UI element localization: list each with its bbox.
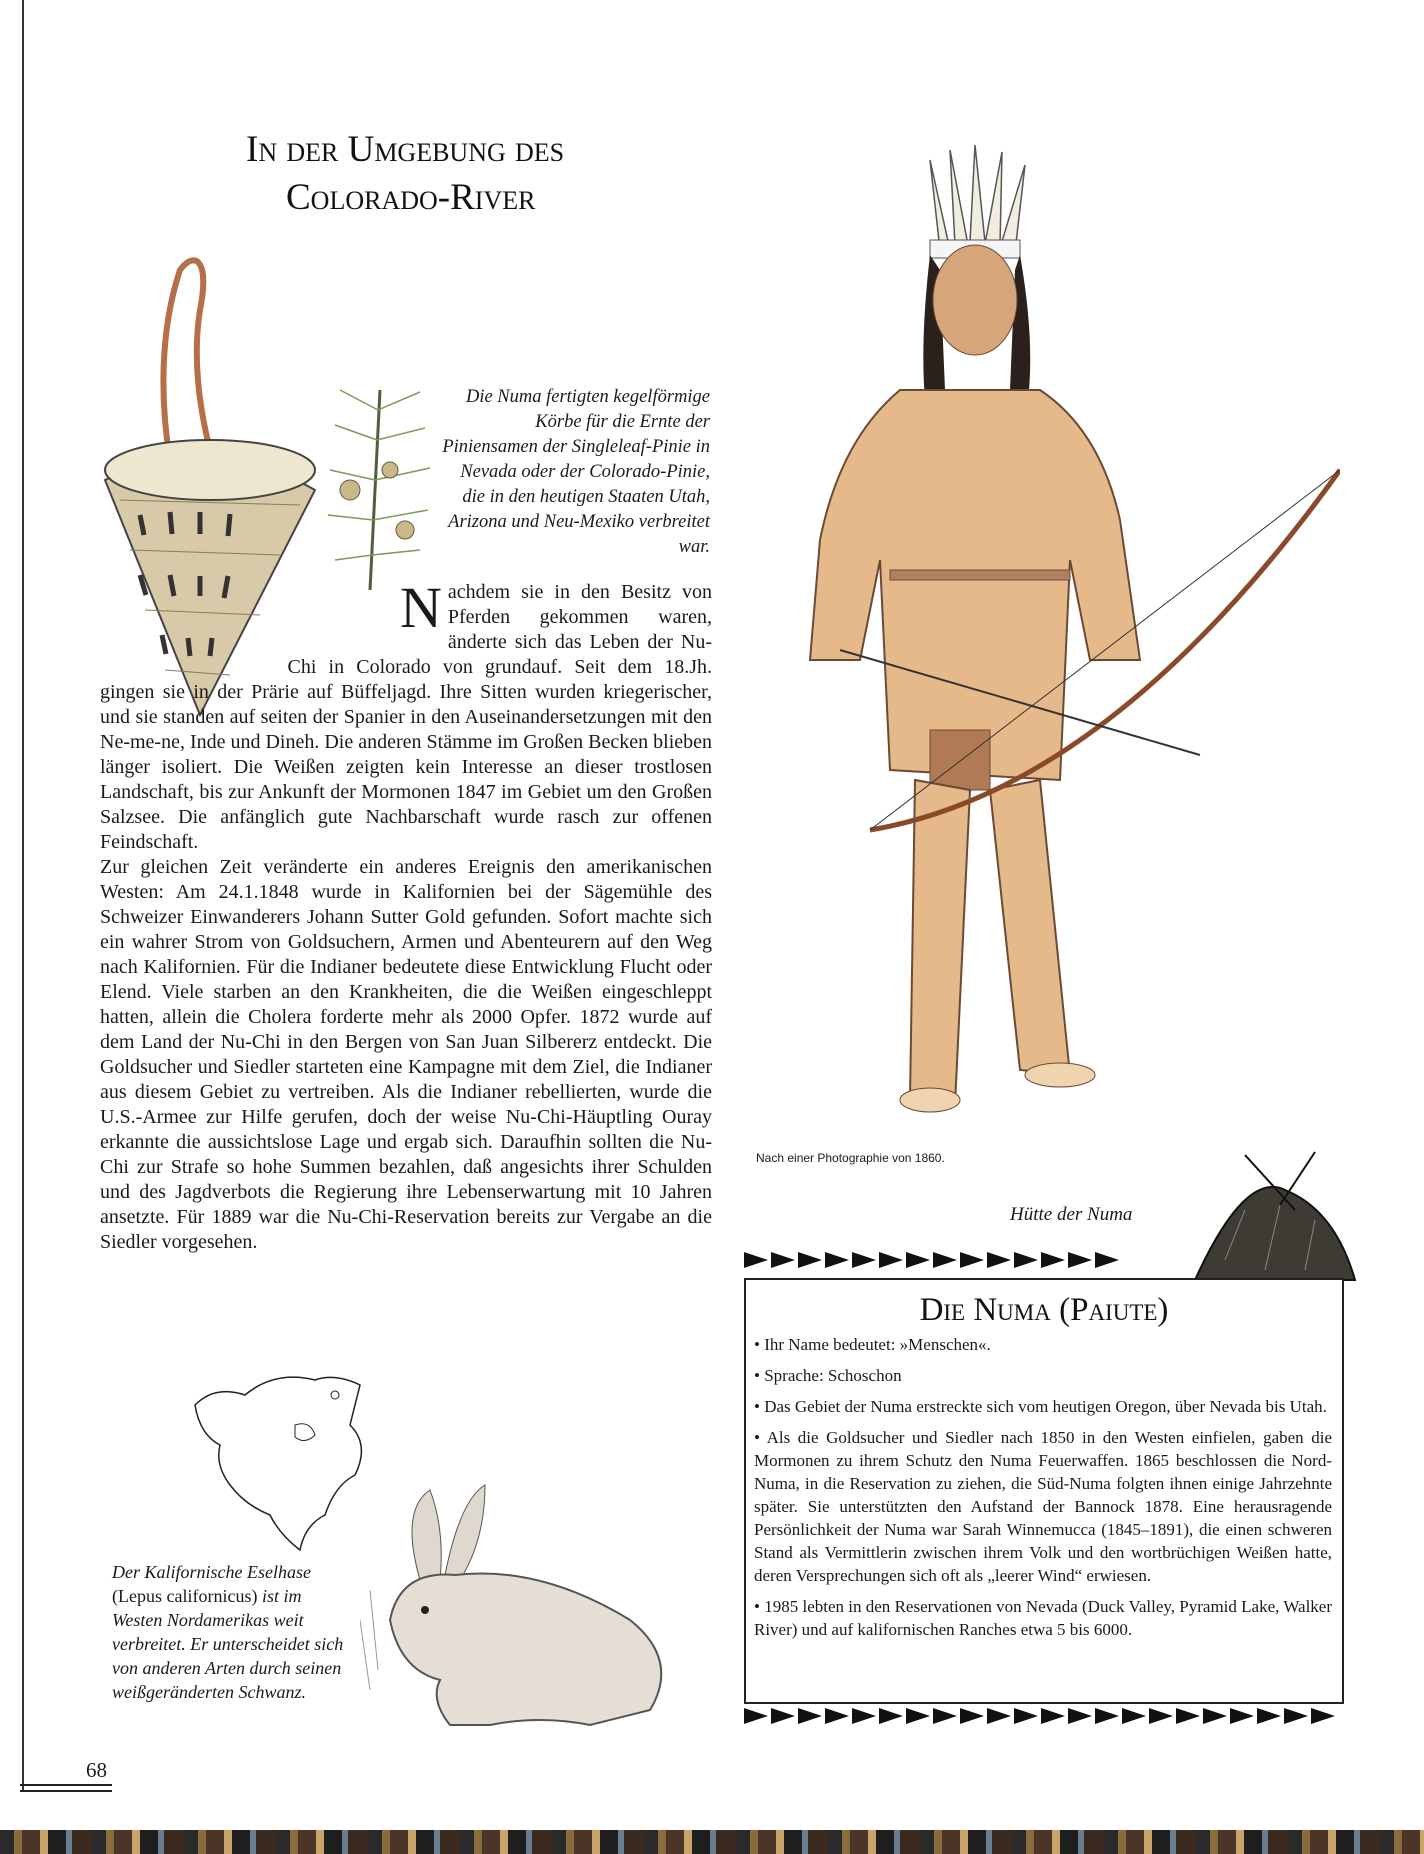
info-box-title: Die Numa (Paiute) — [919, 1292, 1169, 1328]
body-text — [100, 575, 713, 1255]
body-paragraph-1-text: achdem sie in den Besitz von Pferden gekommen waren, änderte sich das Leben der Nu-Chi in Colorado von grundauf. Seit dem 18.Jh. gingen sie in der Prärie auf Büffeljagd. Ihre Sitten wurden kriegerischer, und sie standen auf seiten der Spanier in den Auseinandersetzungen mit den Ne-me-ne, Inde und Dineh. Die anderen Stämme im Großen Becken blieben länger isoliert. Die Weißen zeigten kein Interesse an dieser trostlosen Landschaft, bis zur Ankunft der Mormonen 1847 im Gebiet um den Großen Salzsee. Die anfänglich gute Nachbarschaft wurde rasch zur offenen Feindschaft. — [100, 581, 713, 853]
hare-caption — [112, 1560, 348, 1704]
photo-note: Nach einer Photographie von 1860. — [756, 1151, 945, 1165]
info-box-list — [746, 1333, 1342, 1641]
north-america-map — [185, 1365, 385, 1555]
info-box-item-name: • Ihr Name bedeutet: »Menschen«. — [754, 1333, 1332, 1356]
body-paragraph-2: Zur gleichen Zeit veränderte ein anderes Ereignis den amerikanischen Westen: Am 24.1.1848 wurde in Kalifornien bei der Sägemühle des Schweizer Einwanderers Johann Sutter Gold gefunden. Sofort machte sich ein wahrer Strom von Goldsuchern, Armen und Abenteurern auf den Weg nach Kalifornien. Für die Indianer bedeutete diese Entwicklung Flucht oder Elend. Viele starben an den Krankheiten, die die Weißen eingeschleppt hatten, allein die Cholera forderte mehr als 2000 Opfer. 1872 wurde auf dem Land der Nu-Chi in den Bergen von San Juan Silbererz entdeckt. Die Goldsucher und Siedler starteten eine Kampagne mit dem Ziel, die Indianer aus diesem Gebiet zu vertreiben. Als die Indianer rebellierten, wurde die U.S.-Armee zur Hilfe gerufen, doch der weise Nu-Chi-Häuptling Ouray erkannte die aussichtslose Lage und ergab sich. Daraufhin sollten die Nu-Chi zur Strafe so hohe Summen bezahlen, daß angesichts ihrer Schulden und des Jagdverbots die Regierung ihre Lebenserwartung mit 10 Jahren ansetzte. Für 1889 war die Nu-Chi-Reservation bereits zur Vergabe an die Siedler vorgesehen. — [100, 856, 712, 1253]
triangle-border-bottom — [744, 1708, 1338, 1726]
hare-caption-latin: (Lepus californicus) — [112, 1586, 258, 1606]
bottom-decorative-strip — [0, 1830, 1424, 1854]
pine-branch-illustration — [320, 380, 440, 600]
page-number: 68 — [86, 1758, 107, 1782]
hut-caption: Hütte der Numa — [1010, 1204, 1133, 1225]
hare-caption-name: Der Kalifornische Eselhase — [112, 1562, 311, 1582]
page-edge-line — [22, 0, 24, 1790]
info-box-item-population: • 1985 lebten in den Reservationen von Nevada (Duck Valley, Pyramid Lake, Walker River) und auf kalifornischen Ranches etwa 5 bis 6000. — [754, 1595, 1332, 1641]
drop-cap: N — [400, 575, 442, 640]
jackrabbit-illustration — [360, 1470, 690, 1740]
basket-caption: Die Numa fertigten kegelförmige Körbe für die Ernte der Piniensamen der Singleleaf-Pinie in Nevada oder der Colorado-Pinie, die in den heutigen Staaten Utah, Arizona und Neu-Mexiko verbreitet war. — [442, 387, 710, 557]
triangle-border-top — [744, 1252, 1122, 1270]
title-line-1: In der Umgebung des — [246, 129, 565, 170]
title-line-2: Colorado-River — [286, 177, 536, 218]
hare-caption-description: ist im Westen Nordamerikas weit verbreitet. Er unterscheidet sich von anderen Arten durch seinen weißgeränderten Schwanz. — [112, 1586, 344, 1702]
info-box-item-language: • Sprache: Schoschon — [754, 1364, 1332, 1387]
info-box-item-territory: • Das Gebiet der Numa erstreckte sich vom heutigen Oregon, über Nevada bis Utah. — [754, 1395, 1332, 1418]
info-box-numa — [744, 1278, 1344, 1704]
info-box-item-history: • Als die Goldsucher und Siedler nach 1850 in den Westen einfielen, gaben die Mormonen zu ihrem Schutz den Numa Feuerwaffen. 1865 beschlossen die Nord-Numa, in die Reservation zu ziehen, die Süd-Numa folgten ihnen einige Jahrzehnte später. Sie unterstützten den Aufstand der Bannock 1878. Eine herausragende Persönlichkeit der Numa war Sarah Winnemucca (1845–1891), die einen schweren Stand als Vermittlerin zwischen ihrem Volk und den wortbrüchigen Weißen hatte, deren Versprechungen sich oft als „leerer Wind“ erwiesen. — [754, 1426, 1332, 1587]
page-number-rule — [20, 1784, 112, 1792]
numa-warrior-illustration — [780, 140, 1340, 1130]
numa-hut-illustration — [1185, 1150, 1365, 1290]
page-title — [246, 126, 666, 222]
